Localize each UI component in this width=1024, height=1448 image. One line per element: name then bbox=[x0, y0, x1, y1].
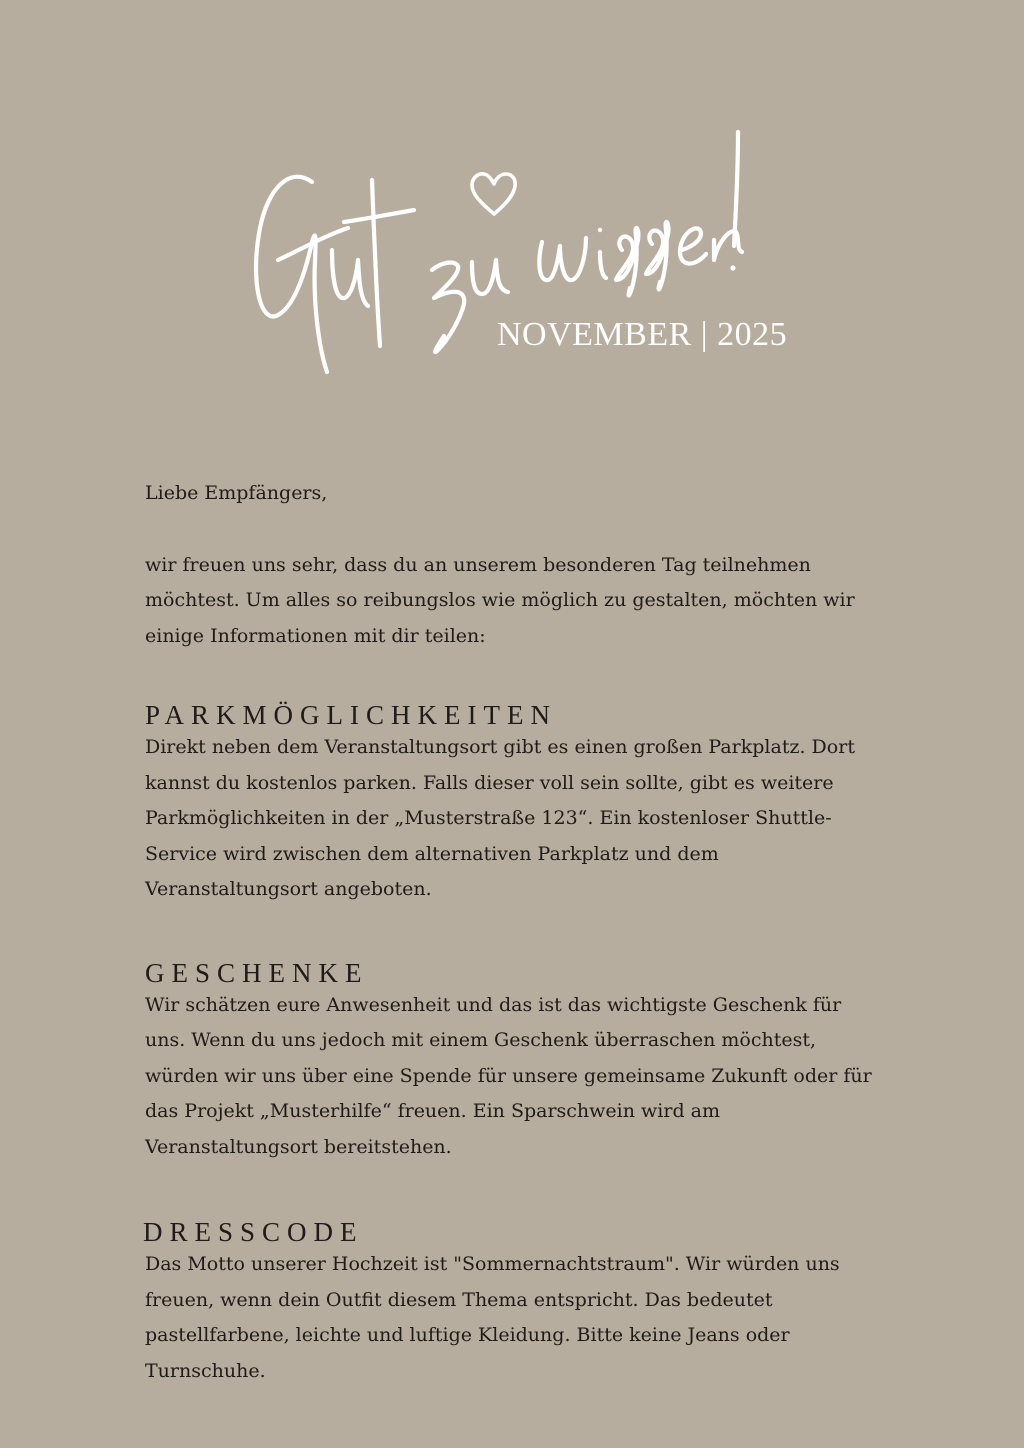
date-line: NOVEMBER | 2025 bbox=[497, 316, 788, 353]
section-title-gifts: GESCHENKE bbox=[145, 957, 369, 988]
script-title-lettering bbox=[220, 110, 840, 410]
salutation: Liebe Empfängers, bbox=[145, 482, 328, 504]
letter-content bbox=[145, 476, 885, 1439]
section-text-gifts: Wir schätzen eure Anwesenheit und das ist das wichtigste Geschenk für uns. Wenn du uns jedoch mit einem Geschenk überraschen möchtest, würden wir uns über eine Spende für unsere gemeinsame Zukunft oder für das Projekt „Musterhilfe“ freuen. Ein Sparschwein wird am Veranstaltungsort bereitstehen. bbox=[145, 993, 872, 1158]
section-gifts bbox=[145, 958, 885, 1166]
section-title-dresscode: DRESSCODE bbox=[143, 1217, 364, 1247]
header bbox=[0, 0, 1024, 430]
section-text-parking: Direkt neben dem Veranstaltungsort gibt es einen großen Parkplatz. Dort kannst du kostenlos parken. Falls dieser voll sein sollte, gibt es weitere Parkmöglichkeiten in der „Musterstraße 123“. Ein kostenloser Shuttle-Service wird zwischen dem alternativen Parkplatz und dem Veranstaltungsort angeboten. bbox=[145, 736, 855, 900]
heart-outline-icon bbox=[468, 170, 520, 218]
section-title-parking: PARKMÖGLICHKEITEN bbox=[145, 700, 558, 730]
section-dresscode bbox=[145, 1217, 885, 1389]
section-parking bbox=[145, 700, 885, 908]
section-text-dresscode: Das Motto unserer Hochzeit ist "Sommernachtstraum". Wir würden uns freuen, wenn dein Outfit diesem Thema entspricht. Das bedeutet pastellfarbene, leichte und luftige Kleidung. Bitte keine Jeans oder Turnschuhe. bbox=[145, 1253, 840, 1382]
intro-paragraph: wir freuen uns sehr, dass du an unserem besonderen Tag teilnehmen möchtest. Um alles so reibungslos wie möglich zu gestalten, möchten wir einige Informationen mit dir teilen: bbox=[145, 553, 855, 647]
